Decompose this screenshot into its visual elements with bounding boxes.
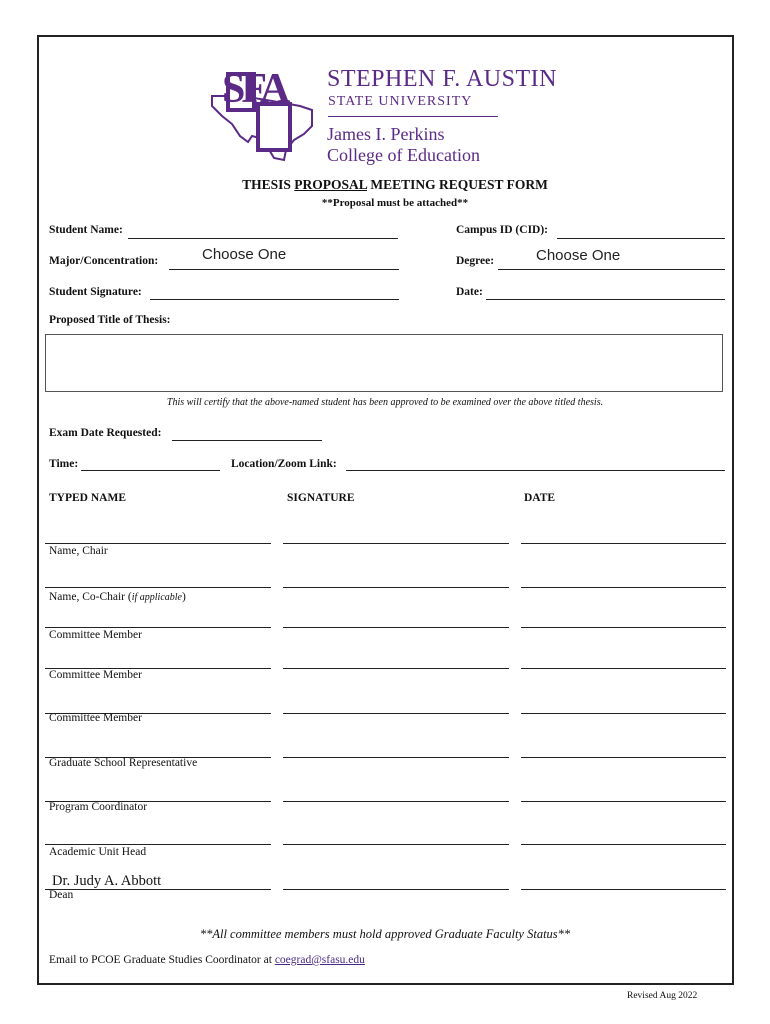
state-university: STATE UNIVERSITY [328, 94, 473, 109]
row-label: Program Coordinator [49, 801, 148, 813]
row-label: Committee Member [49, 712, 142, 724]
major-field-line [169, 269, 399, 270]
revised-date: Revised Aug 2022 [627, 991, 698, 1001]
faculty-status-note: **All committee members must hold approved Graduate Faculty Status** [199, 927, 571, 941]
signature-field[interactable] [283, 889, 509, 890]
row-label: Committee Member [49, 629, 142, 641]
student-name-label: Student Name: [49, 224, 123, 236]
row-label: Name, Chair [49, 545, 108, 557]
row-label: Committee Member [49, 669, 142, 681]
row-label-text: Name, Co-Chair ( [49, 591, 132, 603]
student-signature-field[interactable] [150, 299, 399, 300]
date-field[interactable] [521, 668, 726, 669]
university-name: STEPHEN F. AUSTIN [327, 66, 557, 92]
thesis-title-input[interactable] [45, 334, 723, 392]
signature-header: SIGNATURE [287, 492, 355, 504]
time-label: Time: [49, 458, 79, 470]
title-part-2: MEETING REQUEST FORM [367, 177, 548, 192]
campus-id-label: Campus ID (CID): [456, 224, 549, 236]
date-header: DATE [524, 492, 556, 504]
degree-label: Degree: [456, 255, 495, 267]
date-field[interactable] [521, 587, 726, 588]
student-name-field[interactable] [128, 238, 398, 239]
email-link[interactable]: coegrad@sfasu.edu [274, 954, 365, 966]
email-line [49, 954, 365, 966]
signature-field[interactable] [283, 844, 509, 845]
date-field[interactable] [521, 844, 726, 845]
typed-name-field[interactable] [45, 627, 271, 628]
email-prefix: Email to PCOE Graduate Studies Coordinator at [49, 954, 275, 966]
row-label: Academic Unit Head [49, 846, 147, 858]
form-title [0, 177, 770, 193]
row-label [49, 591, 186, 603]
logo-divider [328, 116, 498, 117]
signature-field[interactable] [283, 713, 509, 714]
proposed-title-label: Proposed Title of Thesis: [49, 314, 171, 326]
degree-field-line [498, 269, 725, 270]
row-label: Graduate School Representative [49, 757, 198, 769]
date-field[interactable] [521, 627, 726, 628]
title-part-1: THESIS [242, 177, 295, 192]
row-label-end: ) [182, 591, 186, 603]
certify-note: This will certify that the above-named student has been approved to be examined over the above titled thesis. [166, 397, 604, 408]
student-signature-label: Student Signature: [49, 286, 142, 298]
title-underlined: PROPOSAL [294, 177, 367, 192]
date-field[interactable] [521, 889, 726, 890]
form-subtitle: **Proposal must be attached** [321, 197, 469, 209]
typed-name-field [45, 889, 271, 890]
logo-monogram: SFA [222, 66, 287, 112]
signature-field[interactable] [283, 627, 509, 628]
signature-field[interactable] [283, 543, 509, 544]
sfa-logo [208, 66, 318, 162]
date-field[interactable] [521, 801, 726, 802]
typed-name-header: TYPED NAME [49, 492, 126, 504]
major-label: Major/Concentration: [49, 255, 159, 267]
major-select[interactable]: Choose One [202, 246, 287, 263]
campus-id-field[interactable] [557, 238, 725, 239]
date-field[interactable] [486, 299, 725, 300]
degree-select[interactable]: Choose One [536, 247, 621, 264]
row-label: Dean [49, 889, 74, 901]
dean-typed-name[interactable]: Dr. Judy A. Abbott [52, 873, 162, 889]
date-field[interactable] [521, 757, 726, 758]
date-label: Date: [456, 286, 483, 298]
signature-field[interactable] [283, 757, 509, 758]
typed-name-field[interactable] [45, 844, 271, 845]
location-field[interactable] [346, 470, 725, 471]
date-field[interactable] [521, 543, 726, 544]
typed-name-field[interactable] [45, 587, 271, 588]
time-field[interactable] [81, 470, 220, 471]
signature-field[interactable] [283, 668, 509, 669]
row-label-note: if applicable [131, 592, 182, 603]
location-label: Location/Zoom Link: [231, 458, 337, 470]
signature-field[interactable] [283, 801, 509, 802]
college-name: College of Education [327, 145, 480, 165]
perkins-name: James I. Perkins [327, 124, 445, 144]
exam-date-field[interactable] [172, 440, 322, 441]
signature-field[interactable] [283, 587, 509, 588]
date-field[interactable] [521, 713, 726, 714]
exam-date-label: Exam Date Requested: [49, 427, 162, 439]
typed-name-field[interactable] [45, 543, 271, 544]
